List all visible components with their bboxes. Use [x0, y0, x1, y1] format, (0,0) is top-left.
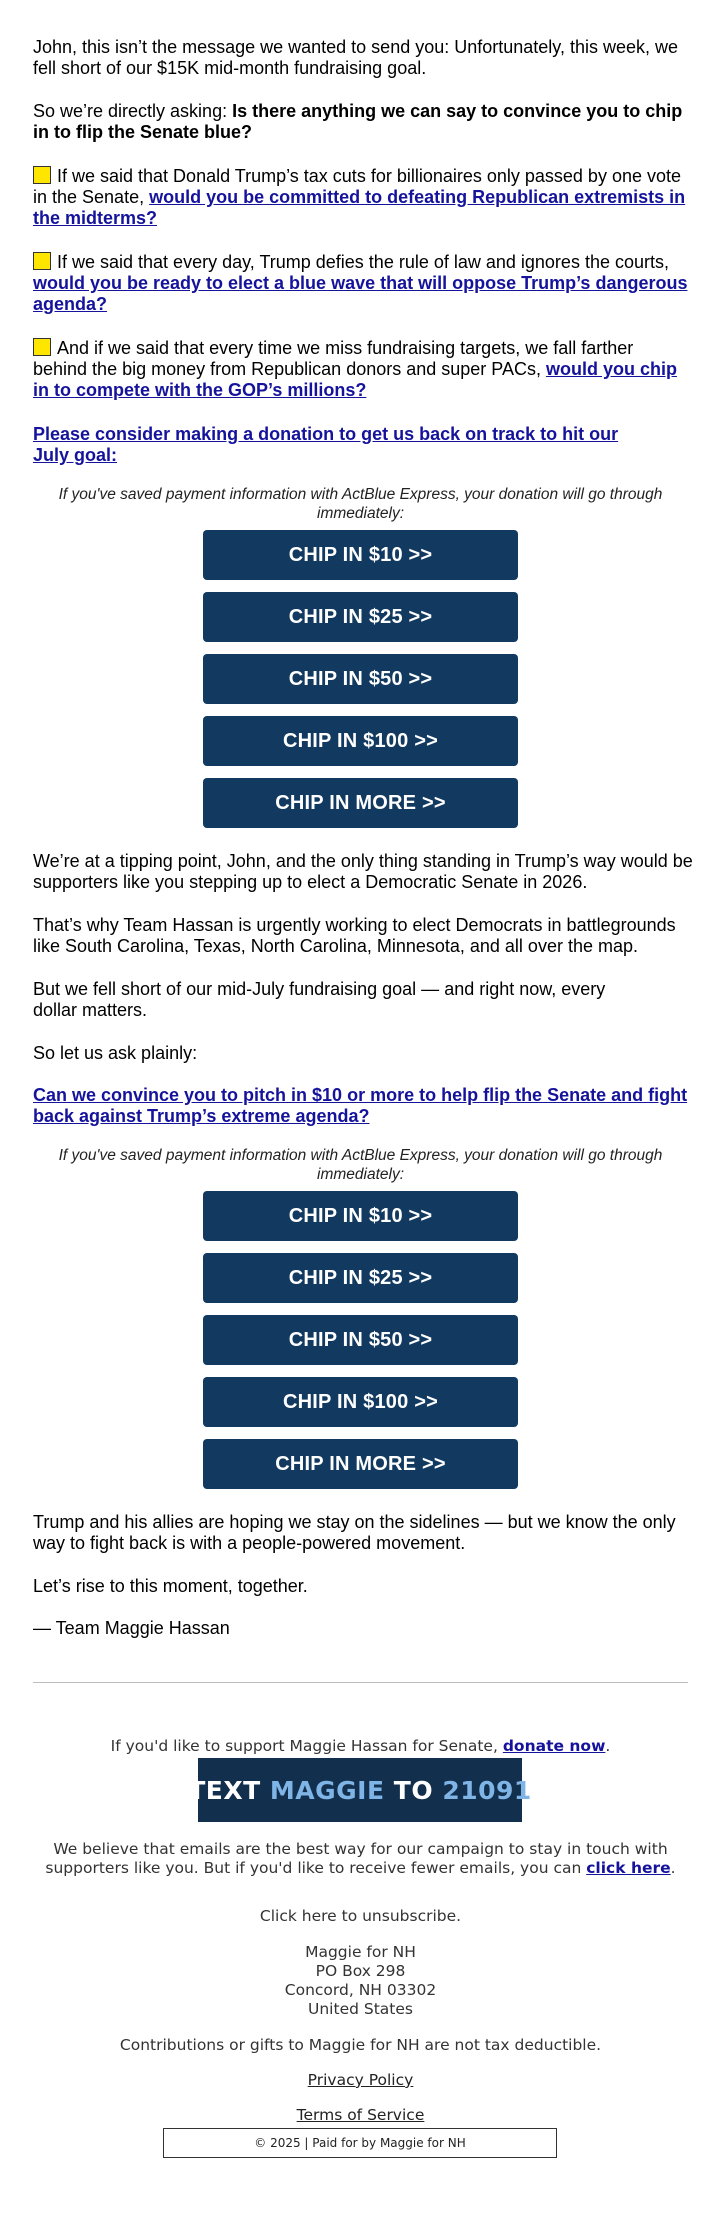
chip-in-25-button[interactable]: CHIP IN $25 >> — [203, 1253, 518, 1303]
fewer-emails-line: We believe that emails are the best way for our campaign to stay in touch with supporters like you. But if you'd like to receive fewer emails, you can click here. — [45, 1840, 676, 1877]
body-paragraph-3: But we fell short of our mid-July fundraising goal — and right now, every dollar matters. — [33, 979, 606, 1020]
intro-ask-plain: So we’re directly asking: — [33, 101, 233, 121]
check-item-link[interactable]: would you be committed to defeating Republican extremists in the midterms? — [33, 187, 686, 228]
intro-paragraph: John, this isn’t the message we wanted to send you: Unfortunately, this week, we fell short of our $15K mid-month fundraising goal. — [33, 37, 679, 78]
privacy-policy-link[interactable]: Privacy Policy — [307, 2071, 414, 2089]
short-code: 21091 — [442, 1775, 532, 1805]
ask-paragraph — [33, 424, 633, 466]
check-item-text: If we said that Donald Trump’s tax cuts for billionaires only passed by one vote in the Senate, — [33, 166, 681, 207]
yellow-square-icon — [33, 338, 51, 356]
click-here-link[interactable]: click here — [586, 1859, 671, 1877]
donate-now-link[interactable]: donate now — [502, 1737, 606, 1755]
terms-of-service-link[interactable]: Terms of Service — [296, 2106, 425, 2124]
chip-in-10-button[interactable]: CHIP IN $10 >> — [203, 530, 518, 580]
body-paragraph-6: Let’s rise to this moment, together. — [33, 1576, 308, 1596]
pitch-in-link[interactable]: Can we convince you to pitch in $10 or more to help flip the Senate and fight back against Trump’s extreme agenda? — [33, 1085, 688, 1126]
chip-in-50-button[interactable]: CHIP IN $50 >> — [203, 654, 518, 704]
check-item-link[interactable]: would you chip in to compete with the GOP’s millions? — [33, 359, 677, 400]
divider — [33, 1682, 688, 1683]
yellow-square-icon — [33, 252, 51, 270]
check-item-text: If we said that every day, Trump defies the rule of law and ignores the courts, — [57, 252, 669, 272]
chip-in-100-button[interactable]: CHIP IN $100 >> — [203, 716, 518, 766]
chip-in-100-button[interactable]: CHIP IN $100 >> — [203, 1377, 518, 1427]
donation-ask-link[interactable]: Please consider making a donation to get us back on track to hit our July goal: — [33, 424, 619, 465]
support-text: If you'd like to support Maggie Hassan for Senate, — [110, 1737, 503, 1755]
copyright-box: © 2025 | Paid for by Maggie for NH — [163, 2128, 557, 2158]
unsubscribe-link[interactable]: Click here to unsubscribe. — [259, 1907, 462, 1925]
support-line: If you'd like to support Maggie Hassan for Senate, donate now. — [110, 1737, 611, 1755]
intro-ask-bold: Is there anything we can say to convince you to chip in to flip the Senate blue? — [33, 101, 683, 142]
text-maggie-banner[interactable] — [188, 1758, 532, 1822]
tax-note: Contributions or gifts to Maggie for NH are not tax deductible. — [119, 2036, 602, 2054]
body-paragraph-4: So let us ask plainly: — [33, 1043, 198, 1063]
chip-in-50-button[interactable]: CHIP IN $50 >> — [203, 1315, 518, 1365]
check-item-1 — [33, 166, 688, 229]
check-item-link[interactable]: would you be ready to elect a blue wave that will oppose Trump’s dangerous agenda? — [33, 273, 688, 314]
yellow-square-icon — [33, 166, 51, 184]
address-line-3: Concord, NH 03302 — [284, 1981, 437, 1999]
chip-in-25-button[interactable]: CHIP IN $25 >> — [203, 592, 518, 642]
chip-in-10-button[interactable]: CHIP IN $10 >> — [203, 1191, 518, 1241]
chip-in-more-button[interactable]: CHIP IN MORE >> — [203, 778, 518, 828]
maggie-word: MAGGIE — [269, 1775, 385, 1805]
check-item-3 — [33, 338, 688, 401]
check-item-text: And if we said that every time we miss fundraising targets, we fall farther behind the big money from Republican donors and super PACs, — [33, 338, 634, 379]
address-line-1: Maggie for NH — [305, 1943, 416, 1961]
intro-ask — [33, 101, 688, 143]
body-paragraph-1: We’re at a tipping point, John, and the only thing standing in Trump’s way would be supporters like you stepping up to elect a Democratic Senate in 2026. — [33, 851, 693, 892]
body-paragraph-2: That’s why Team Hassan is urgently working to elect Democrats in battlegrounds like South Carolina, Texas, North Carolina, Minnesota, and all over the map. — [33, 915, 676, 956]
body-paragraph-5: Trump and his allies are hoping we stay on the sidelines — but we know the only way to fight back is with a people-powered movement. — [33, 1512, 676, 1553]
text-word: TEXT — [188, 1775, 261, 1805]
to-word: TO — [393, 1775, 434, 1805]
actblue-note: If you've saved payment information with ActBlue Express, your donation will go through immediately: — [58, 1147, 663, 1183]
body-link-paragraph — [33, 1085, 688, 1127]
check-item-2 — [33, 252, 688, 315]
fewer-emails-text: We believe that emails are the best way for our campaign to stay in touch with supporters like you. But if you'd like to receive fewer emails, you can — [45, 1840, 668, 1877]
actblue-note: If you've saved payment information with ActBlue Express, your donation will go through immediately: — [58, 486, 663, 522]
address-line-4: United States — [308, 2000, 413, 2018]
signature: — Team Maggie Hassan — [33, 1618, 230, 1638]
chip-in-more-button[interactable]: CHIP IN MORE >> — [203, 1439, 518, 1489]
address-line-2: PO Box 298 — [315, 1962, 406, 1980]
